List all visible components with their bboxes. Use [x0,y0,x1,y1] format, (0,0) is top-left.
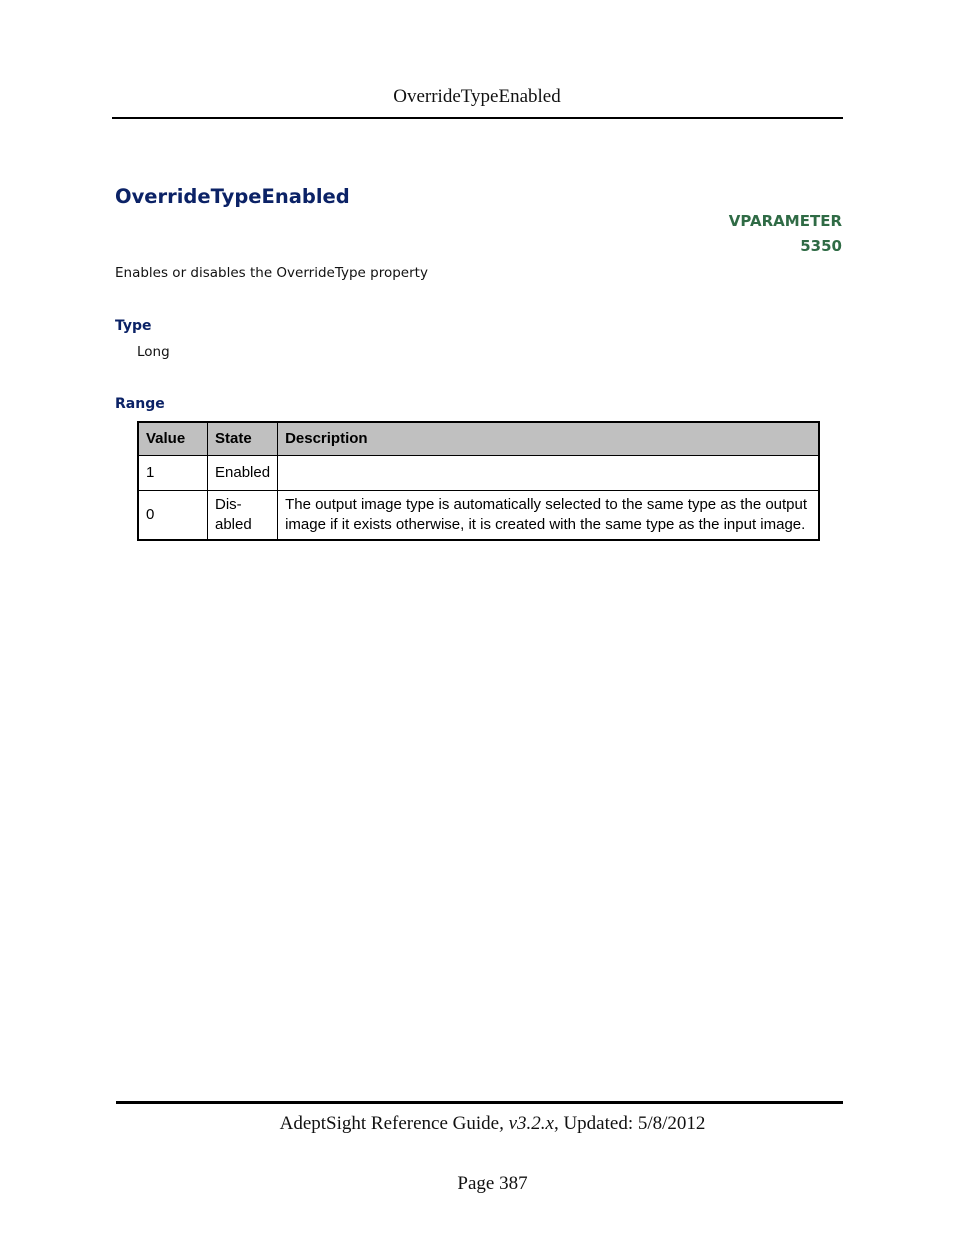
table-row [138,456,819,491]
vparameter-number: 5350 [800,237,842,255]
header-rule [112,117,843,119]
property-description: Enables or disables the OverrideType property [115,265,428,281]
cell-description: The output image type is automatically selected to the same type as the output image if it exists otherwise, it is created with the same type as the input image. [278,491,819,541]
footer-reference [0,1113,954,1135]
column-header-description: Description [278,422,819,456]
vparameter-block [729,209,842,259]
cell-value: 1 [138,456,208,491]
footer-rule [116,1101,843,1104]
column-header-value: Value [138,422,208,456]
running-header: OverrideTypeEnabled [393,86,561,107]
page-title: OverrideTypeEnabled [115,185,350,208]
range-table [137,421,820,541]
cell-state: Dis- abled [208,491,278,541]
range-heading: Range [115,396,165,412]
type-heading: Type [115,318,152,334]
footer-guide-name: AdeptSight Reference Guide [279,1113,500,1134]
type-value: Long [137,344,170,360]
cell-state: Enabled [208,456,278,491]
page-number: Page 387 [457,1173,528,1194]
range-table-header [138,422,819,456]
footer-version: , v3.2.x [499,1113,554,1134]
column-header-state: State [208,422,278,456]
table-row [138,491,819,541]
footer-updated: , Updated: 5/8/2012 [553,1113,706,1134]
cell-value: 0 [138,491,208,541]
vparameter-label: VPARAMETER [728,212,842,230]
cell-description [278,456,819,491]
